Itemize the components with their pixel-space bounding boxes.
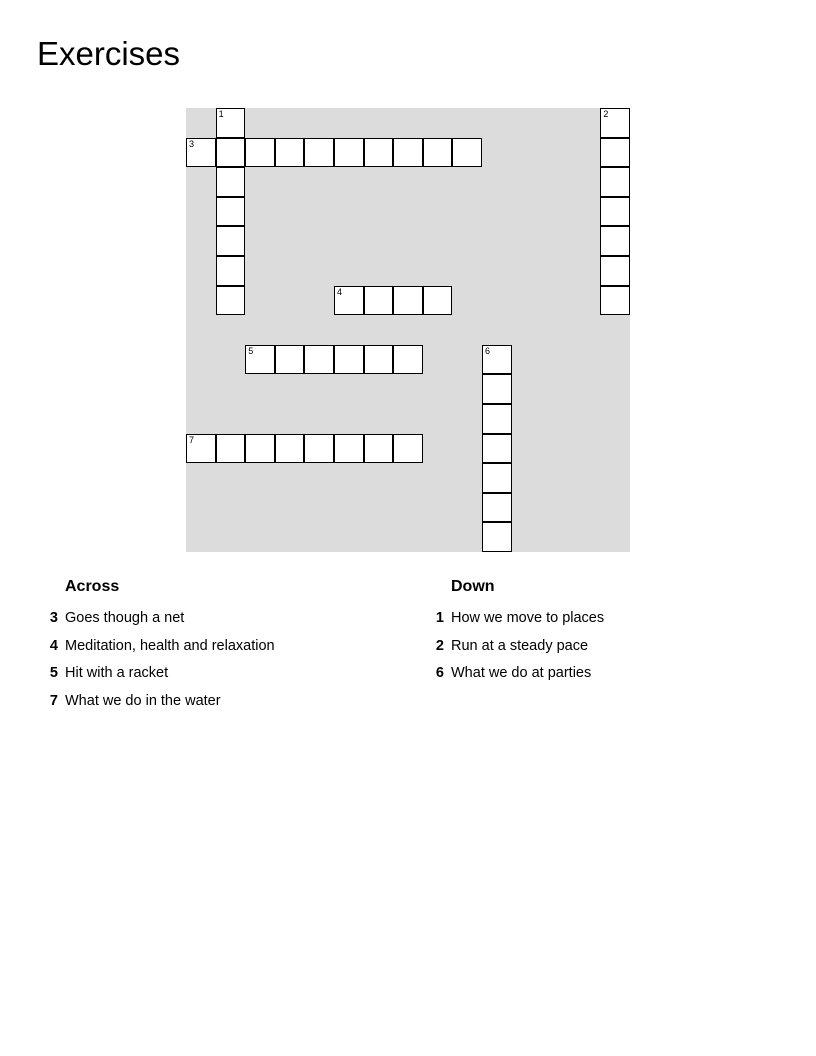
crossword-cell[interactable]	[334, 286, 364, 316]
crossword-cell[interactable]	[423, 138, 453, 168]
crossword-cell[interactable]	[393, 345, 423, 375]
across-clue	[40, 637, 275, 655]
crossword-cell[interactable]	[600, 108, 630, 138]
crossword-cell[interactable]	[482, 404, 512, 434]
crossword-cell[interactable]	[364, 434, 394, 464]
clue-number: 7	[49, 693, 58, 710]
crossword-cell[interactable]	[334, 345, 364, 375]
clue-number: 1	[218, 109, 224, 119]
crossword-cell[interactable]	[216, 138, 246, 168]
crossword-cell[interactable]	[216, 226, 246, 256]
across-clue	[40, 664, 168, 682]
clue-number: 4	[49, 637, 58, 654]
across-clue	[40, 609, 184, 627]
crossword-cell[interactable]	[364, 138, 394, 168]
crossword-cell[interactable]	[216, 256, 246, 286]
crossword-cell[interactable]	[186, 434, 216, 464]
crossword-cell[interactable]	[452, 138, 482, 168]
clue-number: 6	[485, 345, 491, 356]
clue-text: Meditation, health and relaxation	[65, 637, 275, 654]
crossword-cell[interactable]	[275, 345, 305, 375]
crossword-cell[interactable]	[275, 138, 305, 168]
crossword-cell[interactable]	[423, 286, 453, 316]
clue-number: 3	[49, 610, 58, 626]
crossword-cell[interactable]	[482, 493, 512, 523]
crossword-cell[interactable]	[334, 138, 364, 168]
crossword-cell[interactable]	[482, 463, 512, 493]
crossword-cell[interactable]	[304, 434, 334, 464]
clue-number: 2	[603, 109, 609, 119]
crossword-cell[interactable]	[245, 345, 275, 375]
crossword-cell[interactable]	[393, 434, 423, 464]
crossword-cell[interactable]	[334, 434, 364, 464]
clue-text: What we do in the water	[65, 693, 221, 710]
clue-number: 6	[435, 665, 444, 682]
crossword-cell[interactable]	[600, 167, 630, 197]
crossword-cell[interactable]	[482, 434, 512, 464]
clue-number: 7	[189, 434, 195, 445]
crossword-cell[interactable]	[304, 345, 334, 375]
crossword-cell[interactable]	[600, 226, 630, 256]
crossword-cell[interactable]	[364, 286, 394, 316]
clue-text: Run at a steady pace	[451, 637, 589, 654]
across-heading: Across	[65, 578, 120, 595]
crossword-cell[interactable]	[186, 138, 216, 168]
crossword-cell[interactable]	[482, 374, 512, 404]
clue-number: 2	[435, 637, 444, 654]
crossword-cell[interactable]	[393, 138, 423, 168]
crossword-grid	[186, 108, 630, 552]
clue-number: 5	[49, 665, 58, 682]
crossword-cell[interactable]	[600, 138, 630, 168]
clue-number: 1	[435, 610, 444, 626]
clue-text: Hit with a racket	[65, 665, 169, 682]
crossword-cell[interactable]	[600, 286, 630, 316]
across-clue	[40, 692, 221, 710]
crossword-cell[interactable]	[216, 197, 246, 227]
down-clue	[426, 637, 588, 655]
clue-number: 5	[248, 345, 254, 356]
crossword-cell[interactable]	[600, 197, 630, 227]
crossword-cell[interactable]	[275, 434, 305, 464]
crossword-cell[interactable]	[216, 434, 246, 464]
crossword-cell[interactable]	[216, 286, 246, 316]
crossword-cell[interactable]	[304, 138, 334, 168]
crossword-cell[interactable]	[364, 345, 394, 375]
crossword-cell[interactable]	[216, 108, 246, 138]
crossword-cell[interactable]	[482, 522, 512, 552]
down-clue	[426, 609, 604, 627]
clue-text: What we do at parties	[451, 665, 592, 682]
clue-text: How we move to places	[451, 610, 605, 626]
crossword-cell[interactable]	[600, 256, 630, 286]
crossword-cell[interactable]	[245, 434, 275, 464]
clue-text: Goes though a net	[65, 610, 185, 626]
page-title: Exercises	[37, 35, 181, 72]
down-heading: Down	[451, 578, 495, 595]
crossword-cell[interactable]	[482, 345, 512, 375]
crossword-cell[interactable]	[393, 286, 423, 316]
crossword-cell[interactable]	[216, 167, 246, 197]
clue-number: 4	[337, 286, 343, 297]
clue-number: 3	[189, 138, 195, 149]
crossword-cell[interactable]	[245, 138, 275, 168]
down-clue	[426, 664, 591, 682]
